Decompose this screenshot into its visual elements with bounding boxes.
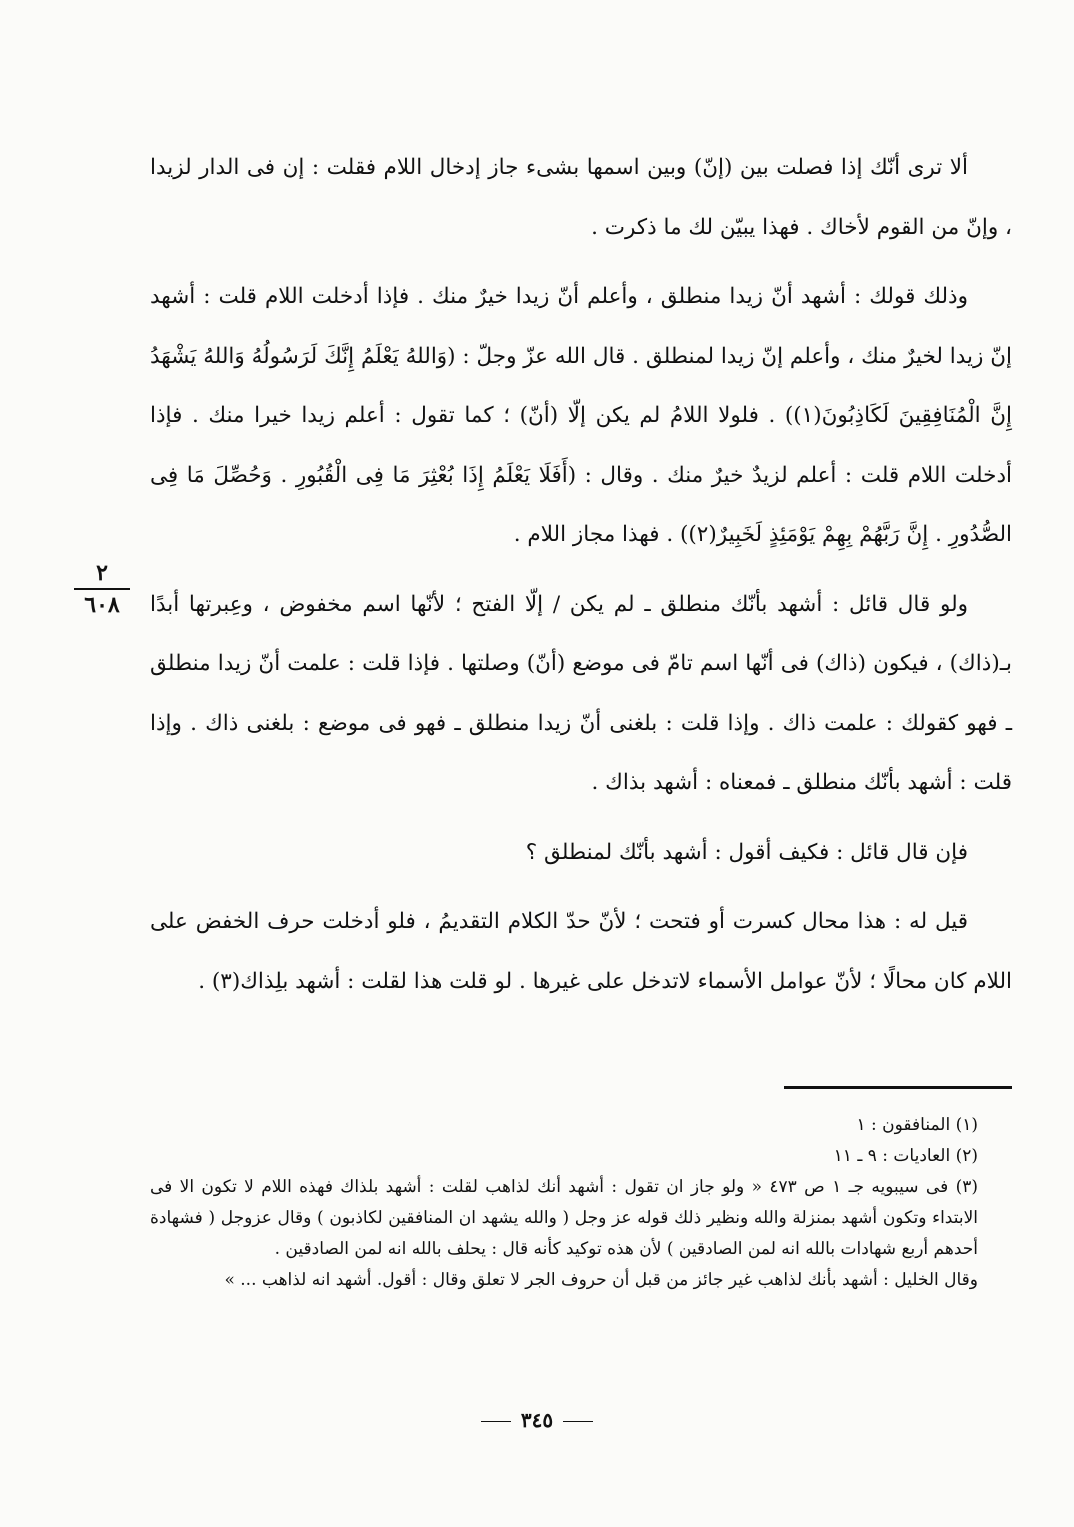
footnotes (150, 1110, 1012, 1296)
page-number (0, 1408, 1074, 1432)
paragraph-3: ولو قال قائل : أشهد بأنّك منطلق ـ لم يكن / إلّا الفتح ؛ لأنّها اسم مخفوض ، وعِبرتها أبدًا بـ(ذاك) ، فيكون (ذاك) فى أنّها اسم تامّ فى موضع (أنّ) وصلتها . فإذا قلت : علمت أنّ زيدا منطلق ـ فهو كقولك : علمت ذاك . وإذا قلت : بلغنى أنّ زيدا منطلق ـ فهو فى موضع : بلغنى ذاك . وإذا قلت : أشهد بأنّك منطلق ـ فمعناه : أشهد بذاك . (150, 591, 1012, 795)
page-number-dash-right (563, 1421, 593, 1422)
footnote-1: (١) المنافقون : ١ (856, 1115, 978, 1135)
reference-numerator: ٢ (74, 560, 130, 590)
footnote-divider (784, 1086, 1012, 1089)
paragraph-2: وذلك قولك : أشهد أنّ زيدا منطلق ، وأعلم أنّ زيدا خيرٌ منك . فإذا أدخلت اللام قلت : أشهد إنّ زيدا لخيرٌ منك ، وأعلم إنّ زيدا لمنطلق . قال الله عزّ وجلّ : (وَاللهُ يَعْلَمُ إِنَّكَ لَرَسُولُهُ وَاللهُ يَشْهَدُ إِنَّ الْمُنَافِقِينَ لَكَاذِبُونَ(١)) . فلولا اللامُ لم يكن إلّا (أنّ) ؛ كما تقول : أعلم زيدا خيرا منك . فإذا أدخلت اللام قلت : أعلم لزيدٌ خيرٌ منك . وقال : (أَفَلَا يَعْلَمُ إِذَا بُعْثِرَ مَا فِى الْقُبُورِ . وَحُصِّلَ مَا فِى الصُّدُورِ . إِنَّ رَبَّهُمْ بِهِمْ يَوْمَئِذٍ لَخَبِيرٌ(٢)) . فهذا مجاز اللام . (150, 284, 1013, 547)
paragraph-4: فإن قال قائل : فكيف أقول : أشهد بأنّك لمنطلق ؟ (525, 839, 968, 865)
reference-denominator: ٦٠٨ (84, 592, 120, 618)
footnote-3: (٣) فى سيبويه جـ ١ ص ٤٧٣ « ولو جاز ان تقول : أشهد أنك لذاهب لقلت : أشهد بلذاك فهذه اللام لا تكون الا فى الابتداء وتكون أشهد بمنزلة والله ونظير ذلك قوله عز وجل ( والله يشهد ان المنافقين لكاذبون ) وقال عزوجل ( فشهادة أحدهم أربع شهادات بالله انه لمن الصادقين ) لأن هذه توكيد كأنه قال : يحلف بالله انه لمن الصادقين . (150, 1177, 978, 1259)
main-text (150, 138, 1012, 1021)
footnote-2: (٢) العاديات : ٩ ـ ١١ (833, 1146, 978, 1166)
footnote-3-continued: وقال الخليل : أشهد بأنك لذاهب غير جائز من قبل أن حروف الجر لا تعلق وقال : أقول. أشهد انه لذاهب ... » (224, 1270, 978, 1290)
paragraph-5: قيل له : هذا محال كسرت أو فتحت ؛ لأنّ حدّ الكلام التقديمُ ، فلو أدخلت حرف الخفض على اللام كان محالًا ؛ لأنّ عوامل الأسماء لاتدخل على غيرها . لو قلت هذا لقلت : أشهد بلِذاك(٣) . (150, 909, 1012, 994)
page-number-value: ٣٤٥ (520, 1408, 554, 1432)
manuscript-reference (74, 560, 130, 618)
paragraph-1: ألا ترى أنّك إذا فصلت بين (إنّ) وبين اسمها بشىء جاز إدخال اللام فقلت : إن فى الدار لزيدا ، وإنّ من القوم لأخاك . فهذا يبيّن لك ما ذكرت . (150, 155, 1012, 240)
page-number-dash-left (481, 1421, 511, 1422)
